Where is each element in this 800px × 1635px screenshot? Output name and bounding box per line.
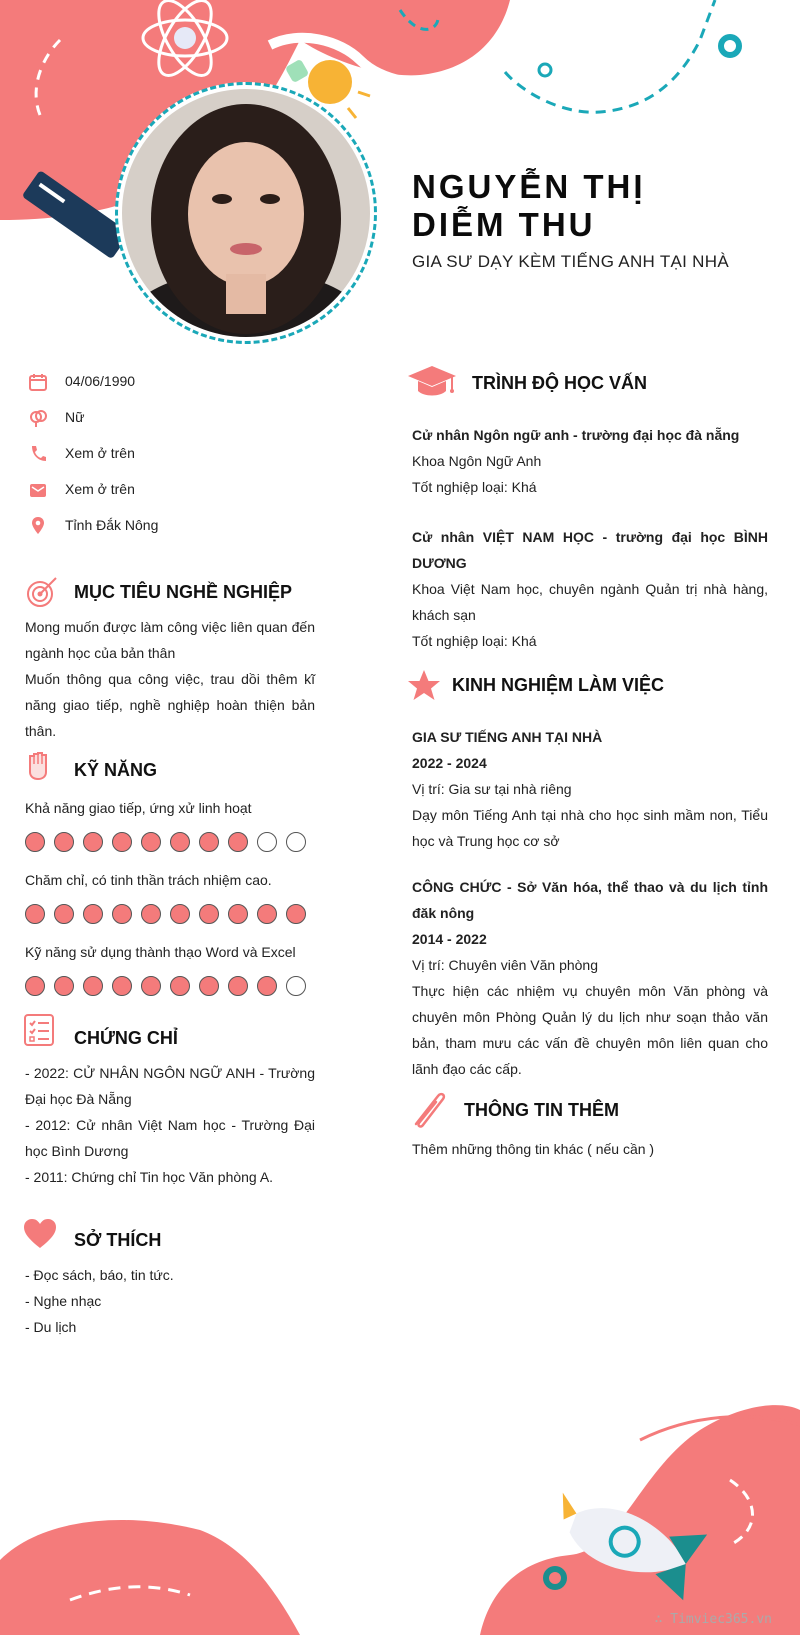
objective-title: MỤC TIÊU NGHỀ NGHIỆP xyxy=(74,582,293,602)
contact-gender xyxy=(28,406,358,432)
calendar-icon xyxy=(28,372,48,392)
job-title: GIA SƯ DẠY KÈM TIẾNG ANH TẠI NHÀ xyxy=(412,252,729,271)
birthday-text: 04/06/1990 xyxy=(65,373,136,389)
target-icon xyxy=(24,574,60,610)
rating-dot-filled xyxy=(25,976,45,996)
portrait-illustration xyxy=(122,89,370,337)
watermark: ∴ Timviec365.vn xyxy=(654,1612,772,1627)
rating-dot-empty xyxy=(257,832,277,852)
phone-text: Xem ở trên xyxy=(65,445,135,461)
skill-rating xyxy=(25,904,306,928)
experience-period: 2022 - 2024 xyxy=(412,755,487,771)
rating-dot-filled xyxy=(228,832,248,852)
graduation-cap-icon xyxy=(406,364,458,400)
education-result: Tốt nghiệp loại: Khá xyxy=(412,479,537,495)
rating-dot-empty xyxy=(286,832,306,852)
experience-company: GIA SƯ TIẾNG ANH TẠI NHÀ xyxy=(412,729,603,745)
email-text: Xem ở trên xyxy=(65,481,135,497)
rating-dot-filled xyxy=(83,976,103,996)
rating-dot-filled xyxy=(83,832,103,852)
avatar xyxy=(122,89,370,337)
skill-rating xyxy=(25,832,306,856)
rating-dot-filled xyxy=(54,832,74,852)
education-item xyxy=(412,422,768,500)
star-icon xyxy=(406,668,442,704)
objective-text: Mong muốn được làm công việc liên quan đến ngành học của bản thân Muốn thông qua công việc, trau dồi thêm kĩ năng giao tiếp, nghề nghiệp hoàn thiện bản thân. xyxy=(25,619,315,739)
skill-label: Khả năng giao tiếp, ứng xử linh hoạt xyxy=(25,800,252,816)
experience-description: Thực hiện các nhiệm vụ chuyên môn Văn phòng và chuyên môn Phòng Quản lý du lịch như soạn thảo văn bản, tham mưu các vấn đề chuyên môn liên quan cho lãnh đạo các cấp. xyxy=(412,983,768,1077)
experience-position: Vị trí: Chuyên viên Văn phòng xyxy=(412,957,599,973)
contact-address xyxy=(28,514,358,540)
gender-text: Nữ xyxy=(65,409,85,425)
experience-company: CÔNG CHỨC - Sở Văn hóa, thể thao và du lịch tỉnh đăk nông xyxy=(412,879,768,921)
education-title: TRÌNH ĐỘ HỌC VẤN xyxy=(472,373,647,393)
experience-title: KINH NGHIỆM LÀM VIỆC xyxy=(452,675,665,695)
education-major: Khoa Ngôn Ngữ Anh xyxy=(412,453,542,469)
rating-dot-filled xyxy=(170,976,190,996)
additional-title: THÔNG TIN THÊM xyxy=(464,1100,619,1120)
rating-dot-filled xyxy=(54,904,74,924)
rating-dot-empty xyxy=(286,976,306,996)
rating-dot-filled xyxy=(54,976,74,996)
location-pin-icon xyxy=(28,516,48,536)
experience-period: 2014 - 2022 xyxy=(412,931,487,947)
hand-icon xyxy=(22,748,58,784)
experience-position: Vị trí: Gia sư tại nhà riêng xyxy=(412,781,572,797)
education-major: Khoa Việt Nam học, chuyên ngành Quản trị nhà hàng, khách sạn xyxy=(412,581,768,623)
certificates-title: CHỨNG CHỈ xyxy=(74,1028,178,1048)
hobby-item: - Đọc sách, báo, tin tức. xyxy=(25,1267,174,1283)
full-name: NGUYỄN THỊ DIỄM THU xyxy=(412,168,646,243)
rating-dot-filled xyxy=(25,832,45,852)
rating-dot-filled xyxy=(228,976,248,996)
contact-birthday xyxy=(28,370,358,396)
rating-dot-filled xyxy=(228,904,248,924)
experience-description: Dạy môn Tiếng Anh tại nhà cho học sinh mầm non, Tiểu học và Trung học cơ sở xyxy=(412,807,768,849)
rating-dot-filled xyxy=(170,832,190,852)
contact-email xyxy=(28,478,358,504)
hobby-item: - Du lịch xyxy=(25,1319,77,1335)
paperclip-icon xyxy=(406,1088,450,1132)
rating-dot-filled xyxy=(112,976,132,996)
rating-dot-filled xyxy=(199,904,219,924)
rating-dot-filled xyxy=(170,904,190,924)
hobbies-title: SỞ THÍCH xyxy=(74,1230,162,1250)
rating-dot-filled xyxy=(199,976,219,996)
experience-item xyxy=(412,874,768,1082)
skill-label: Kỹ năng sử dụng thành thạo Word và Excel xyxy=(25,944,296,960)
rating-dot-filled xyxy=(141,976,161,996)
heart-icon xyxy=(22,1216,58,1252)
rating-dot-filled xyxy=(199,832,219,852)
rating-dot-filled xyxy=(257,976,277,996)
contact-phone xyxy=(28,442,358,468)
skill-label: Chăm chỉ, có tinh thần trách nhiệm cao. xyxy=(25,872,272,888)
rating-dot-filled xyxy=(25,904,45,924)
rating-dot-filled xyxy=(257,904,277,924)
hobby-item: - Nghe nhạc xyxy=(25,1293,102,1309)
education-item xyxy=(412,524,768,654)
education-result: Tốt nghiệp loại: Khá xyxy=(412,633,537,649)
education-school: Cử nhân VIỆT NAM HỌC - trường đại học BÌNH DƯƠNG xyxy=(412,529,768,571)
checklist-icon xyxy=(22,1012,58,1048)
rating-dot-filled xyxy=(286,904,306,924)
certificates-text: - 2022: CỬ NHÂN NGÔN NGỮ ANH - Trường Đại học Đà Nẵng - 2012: Cử nhân Việt Nam học - Trường Đại học Bình Dương - 2011: Chứng chỉ Tin học Văn phòng A. xyxy=(25,1065,315,1185)
rating-dot-filled xyxy=(141,904,161,924)
phone-icon xyxy=(28,444,48,464)
gender-icon xyxy=(28,408,48,428)
rating-dot-filled xyxy=(112,904,132,924)
email-icon xyxy=(28,480,48,500)
skills-title: KỸ NĂNG xyxy=(74,760,158,780)
rating-dot-filled xyxy=(141,832,161,852)
experience-item xyxy=(412,724,768,854)
hobbies-list xyxy=(25,1262,315,1340)
education-school: Cử nhân Ngôn ngữ anh - trường đại học đà nẵng xyxy=(412,427,740,443)
skill-rating xyxy=(25,976,306,1000)
rating-dot-filled xyxy=(83,904,103,924)
rating-dot-filled xyxy=(112,832,132,852)
additional-text: Thêm những thông tin khác ( nếu cần ) xyxy=(412,1141,655,1157)
address-text: Tỉnh Đắk Nông xyxy=(65,517,159,533)
